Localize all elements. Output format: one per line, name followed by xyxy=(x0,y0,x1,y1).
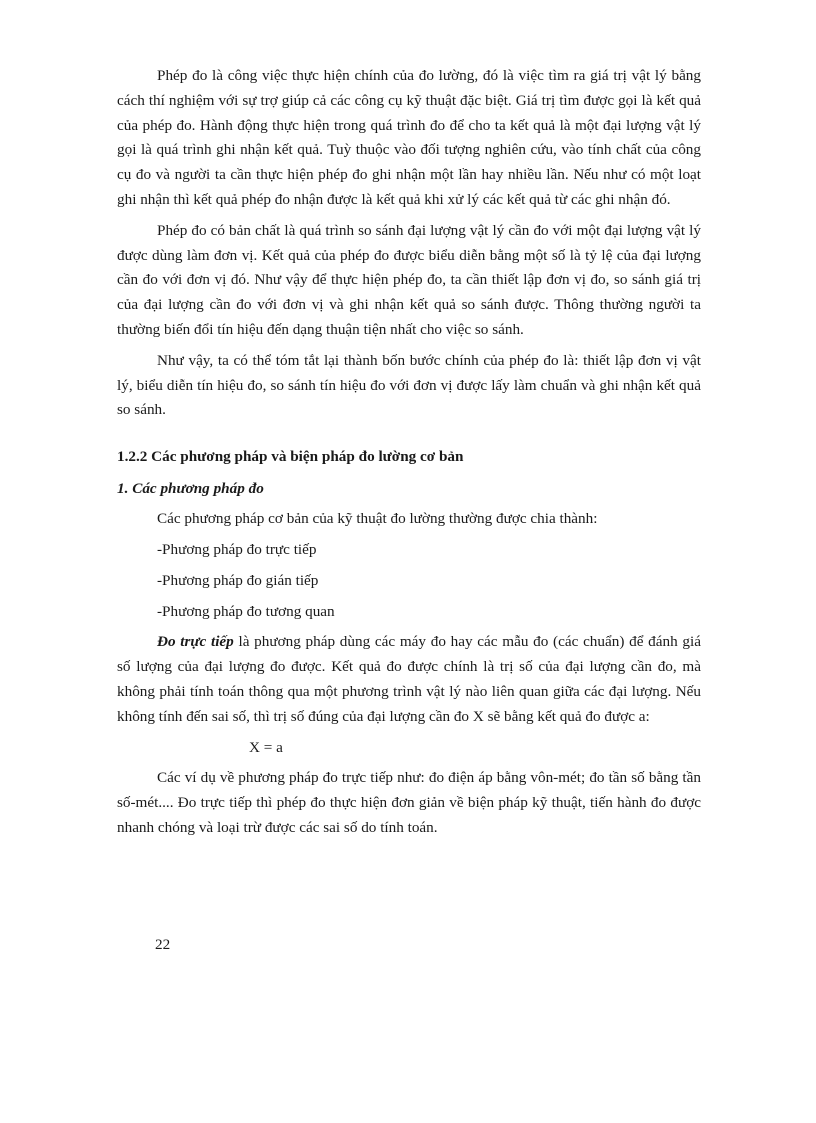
formula: X = a xyxy=(249,738,283,756)
paragraph-direct-measurement xyxy=(117,630,701,729)
method-list-item-direct: -Phương pháp đo trực tiếp xyxy=(157,540,317,558)
method-list-item-indirect: -Phương pháp đo gián tiếp xyxy=(157,571,319,589)
paragraph-direct-examples: Các ví dụ về phương pháp đo trực tiếp như: đo điện áp bằng vôn-mét; đo tần số bằng tần số-mét.... Đo trực tiếp thì phép đo thực hiện đơn giản về biện pháp kỹ thuật, tiến hành đo được nhanh chóng và loại trừ được các sai số do tính toán. xyxy=(117,769,701,836)
methods-intro: Các phương pháp cơ bản của kỹ thuật đo lường thường được chia thành: xyxy=(157,510,598,528)
page-body xyxy=(117,64,701,841)
subsection-heading: 1. Các phương pháp đo xyxy=(117,480,264,498)
term-direct-measurement: Đo trực tiếp xyxy=(157,633,234,651)
paragraph-measurement-definition: Phép đo là công việc thực hiện chính của đo lường, đó là việc tìm ra giá trị vật lý bằng cách thí nghiệm với sự trợ giúp cả các công cụ kỹ thuật đặc biệt. Giá trị tìm được gọi là kết quả của phép đo. Hành động thực hiện trong quá trình đo để cho ta kết quả là một đại lượng vật lý gọi là quá trình ghi nhận kết quả. Tuỳ thuộc vào đối tượng nghiên cứu, vào tính chất của công cụ đo và người ta cần thực hiện phép đo ghi nhận một lần hay nhiều lần. Nếu như có một loạt ghi nhận thì kết quả phép đo nhận được là kết quả khi xử lý các kết quả từ các ghi nhận đó. xyxy=(117,67,701,208)
paragraph-measurement-nature: Phép đo có bản chất là quá trình so sánh đại lượng vật lý cần đo với một đại lượng vật lý được dùng làm đơn vị. Kết quả của phép đo được biểu diễn bằng một số là tỷ lệ của đại lượng cần đo với đơn vị đó. Như vậy để thực hiện phép đo, ta cần thiết lập đơn vị đo, so sánh giá trị của đại lượng cần đo với đơn vị và ghi nhận kết quả so sánh được. Thông thường người ta thường biến đổi tín hiệu đến dạng thuận tiện nhất cho việc so sánh. xyxy=(117,221,701,338)
method-list-item-correlation: -Phương pháp đo tương quan xyxy=(157,602,335,620)
section-heading: 1.2.2 Các phương pháp và biện pháp đo lường cơ bản xyxy=(117,448,464,466)
paragraph-measurement-steps: Như vậy, ta có thể tóm tắt lại thành bốn bước chính của phép đo là: thiết lập đơn vị vật lý, biểu diễn tín hiệu đo, so sánh tín hiệu đo với đơn vị được lấy làm chuẩn và ghi nhận kết quả so sánh. xyxy=(117,351,701,419)
page-number: 22 xyxy=(155,936,171,953)
direct-measurement-description: là phương pháp dùng các máy đo hay các mẫu đo (các chuẩn) để đánh giá số lượng của đại lượng đo được. Kết quả đo được chính là trị số của đại lượng cần đo, mà không phải tính toán thông qua một phương trình vật lý nào liên quan giữa các đại lượng. Nếu không tính đến sai số, thì trị số đúng của đại lượng cần đo X sẽ bằng kết quả đo được a: xyxy=(117,633,701,725)
